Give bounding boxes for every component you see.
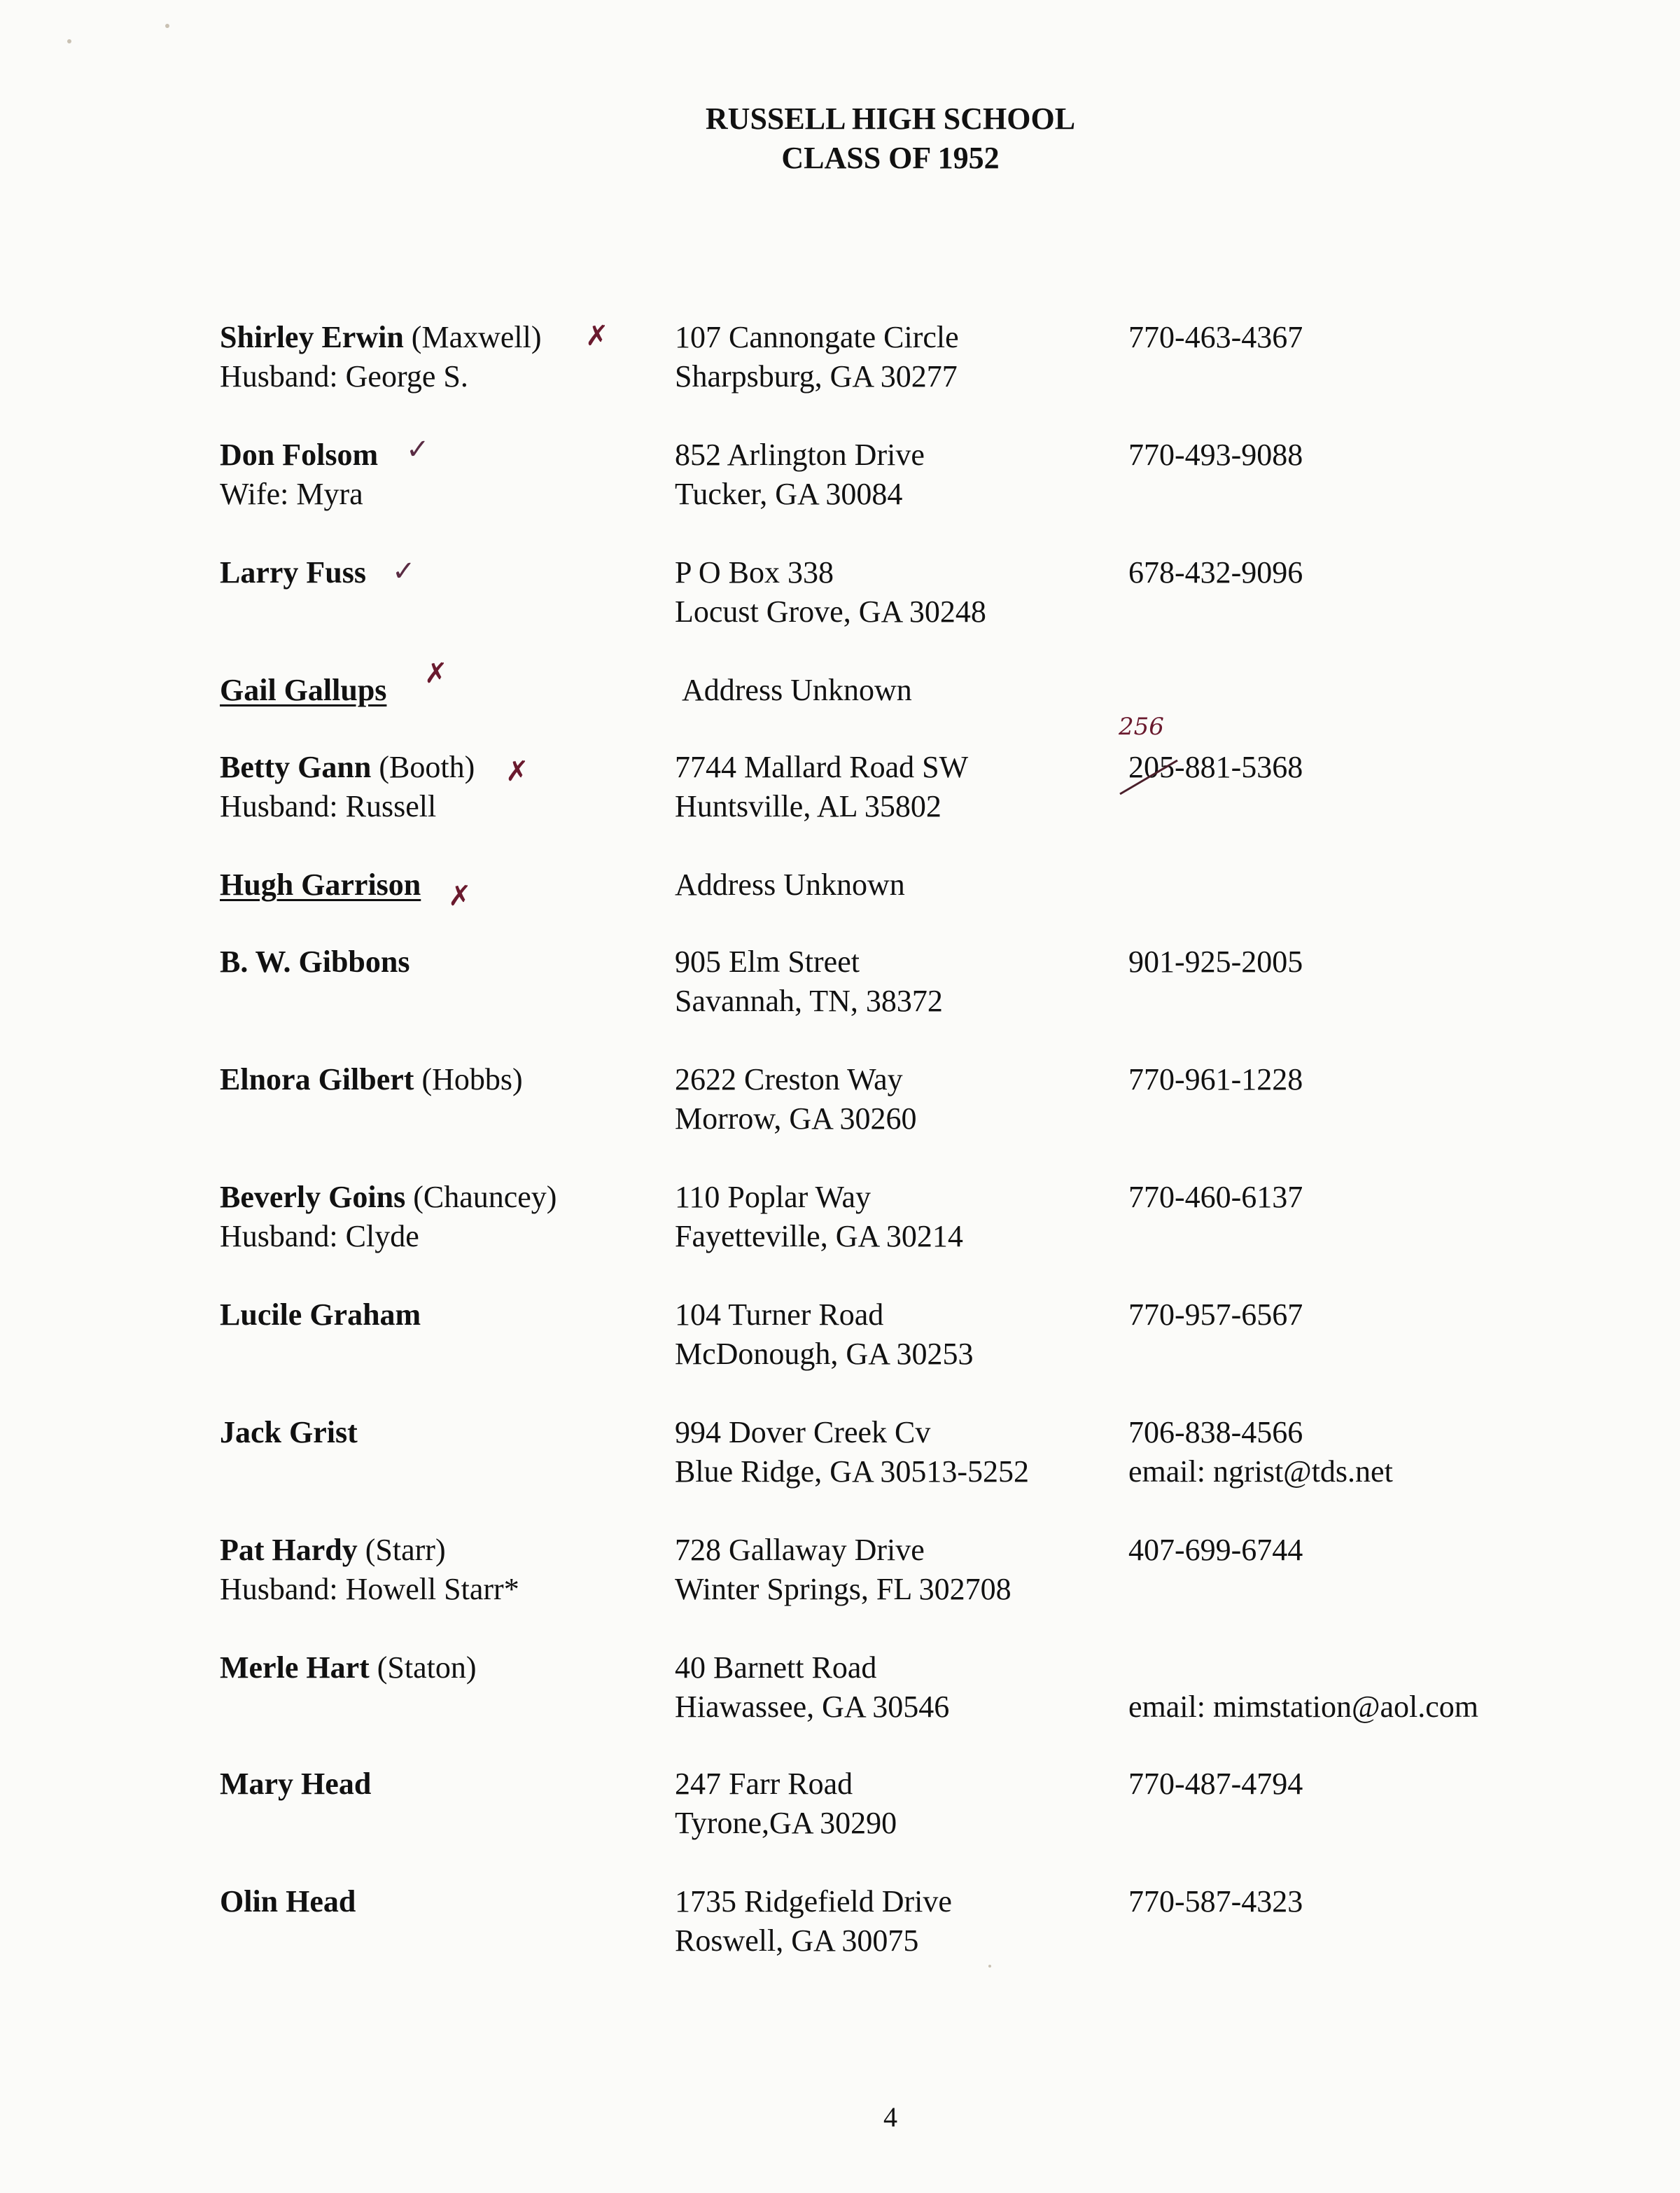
- phone-number: 770-487-4794: [1128, 1767, 1303, 1801]
- address-cell: [675, 1413, 1029, 1491]
- person-name: Gail Gallups: [220, 673, 387, 707]
- person-name: Olin Head: [220, 1884, 356, 1919]
- list-item: [0, 1295, 1680, 1379]
- person-name: Larry Fuss: [220, 555, 366, 590]
- scan-speck: [988, 1965, 991, 1968]
- name-cell: [220, 1060, 523, 1099]
- list-item: [0, 553, 1680, 637]
- scan-speck: [165, 24, 169, 28]
- address-cell: [675, 942, 943, 1021]
- maiden-name: (Booth): [379, 750, 475, 784]
- spouse-name: Husband: Russell: [220, 789, 437, 823]
- handwritten-x-mark-icon: ✗: [448, 880, 472, 912]
- handwritten-x-mark-icon: ✗: [585, 320, 609, 352]
- phone-number: 770-460-6137: [1128, 1180, 1303, 1214]
- contact-cell: [1128, 1764, 1303, 1804]
- spouse-name: Husband: Clyde: [220, 1219, 419, 1253]
- address-line-2: Winter Springs, FL 302708: [675, 1572, 1011, 1606]
- class-year-title: CLASS OF 1952: [781, 141, 1000, 175]
- address-line-2: Sharpsburg, GA 30277: [675, 359, 958, 394]
- scan-speck: [67, 39, 71, 43]
- list-item: [0, 657, 1680, 755]
- address-line-2: Roswell, GA 30075: [675, 1923, 919, 1958]
- list-item: [0, 1178, 1680, 1262]
- phone-number: 770-961-1228: [1128, 1062, 1303, 1096]
- address-cell: [675, 748, 968, 826]
- name-cell: [220, 671, 386, 710]
- address-line-1: 2622 Creston Way: [675, 1062, 903, 1096]
- address-cell: [675, 1531, 1011, 1609]
- person-name: Beverly Goins: [220, 1180, 406, 1214]
- address-line-1: 40 Barnett Road: [675, 1650, 877, 1685]
- address-line-2: Blue Ridge, GA 30513-5252: [675, 1454, 1029, 1489]
- list-item: [0, 318, 1680, 402]
- contact-cell: [1128, 318, 1303, 357]
- address-line-1: 852 Arlington Drive: [675, 438, 925, 472]
- address-cell: [675, 553, 986, 632]
- page-number: 4: [883, 2101, 897, 2133]
- person-name: Jack Grist: [220, 1415, 358, 1449]
- address-line-1: 247 Farr Road: [675, 1767, 853, 1801]
- address-cell: [675, 1648, 949, 1727]
- person-name: Betty Gann: [220, 750, 372, 784]
- person-name: Elnora Gilbert: [220, 1062, 414, 1096]
- name-cell: [220, 436, 378, 514]
- maiden-name: (Maxwell): [411, 320, 542, 354]
- contact-cell: [1128, 1648, 1478, 1727]
- spouse-name: Husband: Howell Starr*: [220, 1572, 519, 1606]
- phone-number: 770-587-4323: [1128, 1884, 1303, 1919]
- address-cell: [675, 1060, 916, 1139]
- name-cell: [220, 865, 421, 905]
- address-line-2: Locust Grove, GA 30248: [675, 594, 986, 629]
- phone-strikethrough-icon: [1113, 755, 1197, 797]
- person-name: Pat Hardy: [220, 1533, 358, 1567]
- handwritten-check-mark-icon: ✓: [392, 555, 416, 587]
- maiden-name: (Starr): [365, 1533, 446, 1567]
- person-name: Merle Hart: [220, 1650, 370, 1685]
- address-cell: [675, 318, 959, 396]
- contact-cell: [1128, 1060, 1303, 1099]
- handwritten-check-mark-icon: ✓: [406, 433, 430, 466]
- list-item: [0, 865, 1680, 949]
- phone-number: 770-493-9088: [1128, 438, 1303, 472]
- handwritten-area-code: 256: [1119, 713, 1164, 741]
- name-cell: [220, 748, 475, 826]
- name-cell: [220, 1413, 358, 1452]
- person-name: Lucile Graham: [220, 1297, 421, 1332]
- address-line-1: 7744 Mallard Road SW: [675, 750, 969, 784]
- list-item: [0, 1882, 1680, 1966]
- name-cell: [220, 318, 542, 396]
- person-name: Don Folsom: [220, 438, 379, 472]
- address-line-2: Tyrone,GA 30290: [675, 1806, 897, 1840]
- address-cell: [675, 1295, 974, 1374]
- address-line-2: Hiawassee, GA 30546: [675, 1690, 950, 1724]
- phone-number: 706-838-4566: [1128, 1415, 1303, 1449]
- list-item: [0, 1060, 1680, 1144]
- address-line-1: 110 Poplar Way: [675, 1180, 871, 1214]
- address-line-2: Fayetteville, GA 30214: [675, 1219, 963, 1253]
- phone-number: 205-881-5368: [1128, 750, 1303, 784]
- spouse-name: Wife: Myra: [220, 477, 363, 511]
- address-line-2: Huntsville, AL 35802: [675, 789, 941, 823]
- handwritten-x-mark-icon: ✗: [424, 657, 448, 690]
- address-line-1: 728 Gallaway Drive: [675, 1533, 925, 1567]
- contact-cell: [1128, 1295, 1303, 1335]
- list-item: [0, 1764, 1680, 1849]
- address-line-2: Morrow, GA 30260: [675, 1101, 917, 1136]
- person-name: Hugh Garrison: [220, 868, 421, 902]
- person-name: B. W. Gibbons: [220, 945, 410, 979]
- contact-cell: [1128, 1882, 1303, 1921]
- address-cell: [675, 1882, 952, 1961]
- list-item: [0, 433, 1680, 520]
- address-line-1: 1735 Ridgefield Drive: [675, 1884, 952, 1919]
- person-name: Mary Head: [220, 1767, 372, 1801]
- list-item: [0, 1531, 1680, 1615]
- address-line-1: 994 Dover Creek Cv: [675, 1415, 931, 1449]
- phone-number: 901-925-2005: [1128, 945, 1303, 979]
- name-cell: [220, 1764, 371, 1804]
- contact-cell: [1128, 553, 1303, 592]
- address-line-1: 107 Cannongate Circle: [675, 320, 959, 354]
- contact-cell: [1128, 1178, 1303, 1217]
- address-cell: [675, 436, 925, 514]
- list-item: [0, 713, 1680, 832]
- handwritten-x-mark-icon: ✗: [505, 756, 529, 788]
- maiden-name: (Chauncey): [413, 1180, 557, 1214]
- address-cell: [675, 1178, 963, 1256]
- address-line-1: 104 Turner Road: [675, 1297, 884, 1332]
- address-cell: [682, 671, 912, 710]
- contact-cell: [1128, 942, 1303, 982]
- address-line-2: McDonough, GA 30253: [675, 1337, 974, 1371]
- email-address: email: ngrist@tds.net: [1128, 1454, 1393, 1489]
- spouse-name: Husband: George S.: [220, 359, 468, 394]
- name-cell: [220, 1882, 356, 1921]
- address-line-2: Tucker, GA 30084: [675, 477, 903, 511]
- address-cell: [675, 865, 905, 905]
- name-cell: [220, 1295, 421, 1335]
- address-line-1: P O Box 338: [675, 555, 834, 590]
- phone-number: 770-957-6567: [1128, 1297, 1303, 1332]
- name-cell: [220, 553, 366, 592]
- address-line-1: Address Unknown: [682, 673, 912, 707]
- address-cell: [675, 1764, 897, 1843]
- name-cell: [220, 1531, 519, 1609]
- phone-number: 407-699-6744: [1128, 1533, 1303, 1567]
- address-line-1: 905 Elm Street: [675, 945, 860, 979]
- list-item: [0, 942, 1680, 1026]
- person-name: Shirley Erwin: [220, 320, 404, 354]
- contact-cell: [1128, 436, 1303, 475]
- address-line-2: Savannah, TN, 38372: [675, 984, 943, 1018]
- name-cell: [220, 942, 410, 982]
- address-line-1: Address Unknown: [675, 868, 905, 902]
- name-cell: [220, 1648, 477, 1687]
- contact-cell: [1128, 1531, 1303, 1570]
- maiden-name: (Hobbs): [421, 1062, 523, 1096]
- email-address: email: mimstation@aol.com: [1128, 1690, 1478, 1724]
- school-title: RUSSELL HIGH SCHOOL: [705, 102, 1076, 136]
- list-item: [0, 1413, 1680, 1497]
- list-item: [0, 1648, 1680, 1732]
- contact-cell: [1128, 1413, 1393, 1491]
- maiden-name: (Staton): [377, 1650, 477, 1685]
- phone-number: 678-432-9096: [1128, 555, 1303, 590]
- phone-number: 770-463-4367: [1128, 320, 1303, 354]
- name-cell: [220, 1178, 556, 1256]
